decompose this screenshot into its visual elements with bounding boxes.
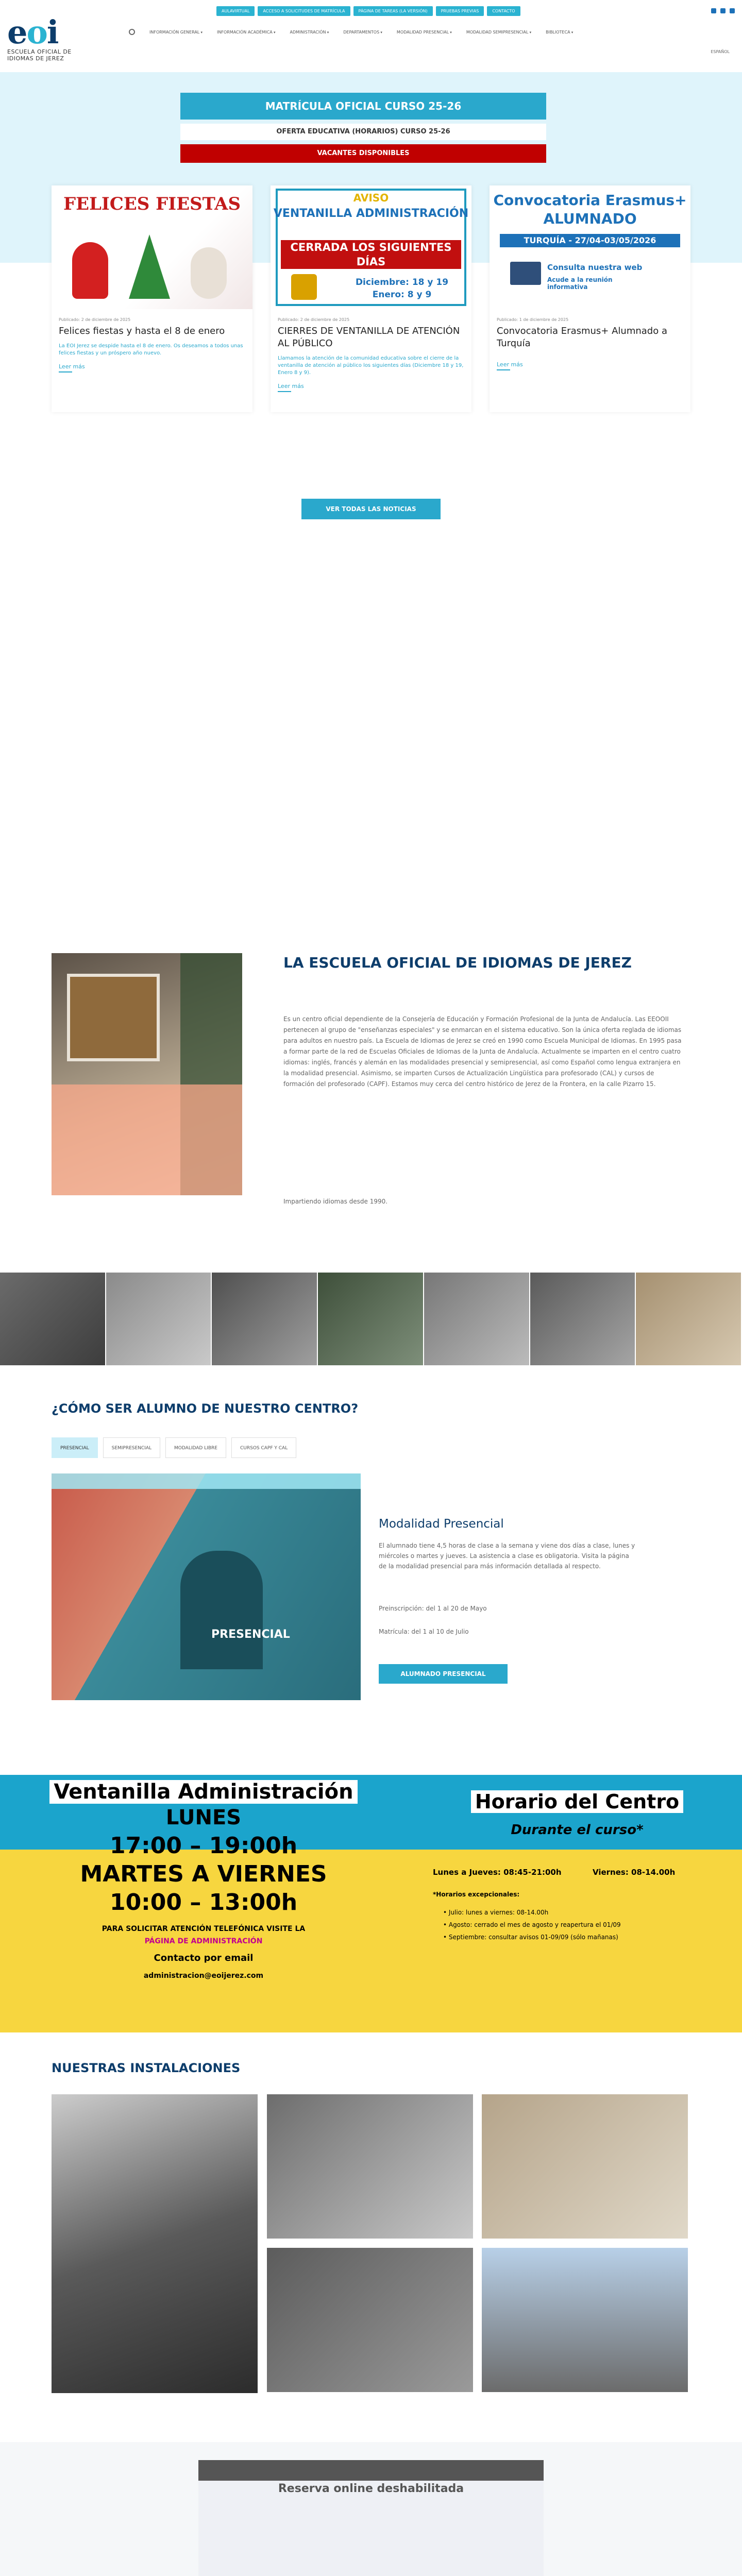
admin-page-link[interactable]: PÁGINA DE ADMINISTRACIÓN (144, 1937, 263, 1945)
news-card[interactable] (490, 185, 690, 412)
strip-photo (424, 1273, 530, 1365)
news-date: Publicado: 1 de diciembre de 2025 (497, 317, 569, 322)
admin-email[interactable]: administracion@eoijerez.com (143, 1972, 264, 1980)
email-icon[interactable] (730, 8, 735, 13)
nav-info-general[interactable]: INFORMACIÓN GENERAL ▾ (149, 30, 203, 35)
nav-administracion[interactable]: ADMINISTRACIÓN ▾ (290, 30, 329, 35)
mv-hours: 10:00 – 13:00h (109, 1889, 298, 1916)
about-image (52, 953, 242, 1195)
exceptional-title: *Horarios excepcionales: (433, 1891, 520, 1898)
strip-photo (318, 1273, 424, 1365)
center-schedule (412, 1775, 742, 2032)
exceptional-september-text: Septiembre: consultar avisos 01-09/09 (sólo mañanas) (448, 1934, 618, 1941)
presencial-button[interactable]: ALUMNADO PRESENCIAL (379, 1664, 508, 1684)
news-date: Publicado: 2 de diciembre de 2025 (278, 317, 350, 322)
news-title[interactable]: Convocatoria Erasmus+ Alumnado a Turquía (497, 326, 667, 349)
logo-mark: eoi (7, 13, 58, 51)
ventanilla-schedule (0, 1775, 407, 2032)
social-icons-top (711, 8, 735, 13)
read-more-link[interactable]: Leer más (52, 357, 252, 379)
news-date: Publicado: 2 de diciembre de 2025 (59, 317, 131, 322)
mon-thu-hours: Lunes a Jueves: 08:45-21:00h (433, 1868, 562, 1877)
nav-semipresencial[interactable]: MODALIDAD SEMIPRESENCIAL ▾ (466, 30, 531, 35)
enroll-tabs (52, 1437, 296, 1458)
exceptional-september: • Septiembre: consultar avisos 01-09/09 (sólo mañanas) (443, 1934, 618, 1941)
news-image-meet: Acude a la reunión informativa (547, 276, 613, 291)
news-card[interactable] (271, 185, 471, 412)
tab-semipresencial[interactable]: SEMIPRESENCIAL (103, 1437, 160, 1458)
read-more-link[interactable]: Leer más (490, 355, 690, 377)
news-excerpt: Llamamos la atención de la comunidad educativa sobre el cierre de la ventanilla de atención al público los siguientes días (Diciembre 18 y 19, Enero 8 y 9). (278, 355, 464, 376)
nav-info-academica[interactable]: INFORMACIÓN ACADÉMICA ▾ (217, 30, 275, 35)
news-title[interactable]: CIERRES DE VENTANILLA DE ATENCIÓN AL PÚBLICO (278, 326, 460, 349)
phone-instruction: PARA SOLICITAR ATENCIÓN TELEFÓNICA VISITE LA (102, 1925, 306, 1933)
site-logo[interactable] (7, 13, 85, 68)
matricula-banner[interactable]: MATRÍCULA OFICIAL CURSO 25-26 (180, 93, 546, 120)
logo-line2: IDIOMAS DE JEREZ (7, 55, 64, 62)
center-title: Horario del Centro (471, 1790, 683, 1813)
news-card[interactable] (52, 185, 252, 412)
about-text: Es un centro oficial dependiente de la Consejería de Educación y Formación Profesional de la Junta de Andalucía. Las EEOOII pertenecen al grupo de "enseñanzas especiales" y se enmarcan en el sistema educativo. Son la única oferta reglada de idiomas para adultos en nuestro país. La Escuela de Idiomas de Jerez se creó en 1990 como Escuela Municipal de Idiomas. En 1995 pasa a formar parte de la red de Escuelas Oficiales de Idiomas de la Junta de Andalucía. Actualmente se imparten en el centro cuatro idiomas: inglés, francés y alemán en las modalidades presencial y semipresencial, así como Español como lengua extranjera en la modalidad presencial. Asimismo, se imparten Cursos de Actualización Lingüística para profesorado (CAL) y cursos de formación del profesorado (CAPF). Estamos muy cerca del centro histórico de Jerez de la Frontera, en la calle Pizarro 15. (283, 1015, 682, 1088)
top-btn-contacto[interactable]: CONTACTO (487, 6, 520, 16)
news-image-dates: Diciembre: 18 y 19 (355, 277, 449, 287)
news-image-red: CERRADA LOS SIGUIENTES DÍAS (281, 240, 461, 269)
news-image-title: FELICES FIESTAS (63, 194, 241, 214)
booking-disabled-text: Reserva online deshabilitada (278, 2482, 464, 2495)
news-image-title: VENTANILLA ADMINISTRACIÓN (273, 207, 469, 220)
all-news-button[interactable]: VER TODAS LAS NOTICIAS (301, 499, 441, 519)
logo-line1: ESCUELA OFICIAL DE (7, 48, 72, 55)
schedule-section (0, 1775, 742, 2032)
news-title[interactable]: Felices fiestas y hasta el 8 de enero (59, 326, 225, 336)
news-image (490, 185, 690, 309)
facility-photo[interactable] (482, 2248, 688, 2392)
facility-photo[interactable] (267, 2248, 473, 2392)
about-tagline: Impartiendo idiomas desde 1990. (283, 1198, 388, 1205)
exceptional-july: • Julio: lunes a viernes: 08-14.00h (443, 1909, 549, 1916)
presencial-subtitle: Modalidad Presencial (379, 1517, 504, 1531)
news-image-title: Convocatoria Erasmus+ (493, 192, 687, 209)
enroll-title: ¿CÓMO SER ALUMNO DE NUESTRO CENTRO? (52, 1401, 359, 1416)
language-selector[interactable]: ESPAÑOL (711, 49, 730, 54)
facilities-title: NUESTRAS INSTALACIONES (52, 2061, 241, 2075)
strip-photo (0, 1273, 106, 1365)
news-excerpt: La EOI Jerez se despide hasta el 8 de enero. Os deseamos a todos unas felices fiestas y un próspero año nuevo. (59, 343, 243, 356)
site-header (0, 0, 742, 72)
nav-presencial[interactable]: MODALIDAD PRESENCIAL ▾ (397, 30, 452, 35)
about-title: LA ESCUELA OFICIAL DE IDIOMAS DE JEREZ (283, 954, 632, 971)
tab-capf-cal[interactable]: CURSOS CAPF Y CAL (231, 1437, 296, 1458)
exceptional-july-text: Julio: lunes a viernes: 08-14.00h (448, 1909, 549, 1916)
oferta-banner[interactable]: OFERTA EDUCATIVA (HORARIOS) CURSO 25-26 (180, 124, 546, 140)
top-btn-tareas[interactable]: PÁGINA DE TAREAS (LA VERSIÓN) (353, 6, 433, 16)
main-nav (129, 29, 573, 35)
facility-photo[interactable] (267, 2094, 473, 2239)
presencial-image (52, 1473, 361, 1700)
exceptional-august: • Agosto: cerrado el mes de agosto y reapertura el 01/09 (443, 1921, 621, 1928)
instagram-icon[interactable] (720, 8, 726, 13)
search-icon[interactable] (129, 29, 135, 35)
vacantes-banner[interactable]: VACANTES DISPONIBLES (180, 144, 546, 163)
top-btn-aulavirtual[interactable]: AULAVIRTUAL (216, 6, 255, 16)
matricula-dates: Matrícula: del 1 al 10 de Julio (379, 1628, 469, 1635)
nav-departamentos[interactable]: DEPARTAMENTOS ▾ (343, 30, 382, 35)
booking-header (198, 2460, 544, 2481)
tab-libre[interactable]: MODALIDAD LIBRE (165, 1437, 226, 1458)
strip-photo (106, 1273, 212, 1365)
facebook-icon[interactable] (711, 8, 716, 13)
email-contact-label: Contacto por email (154, 1953, 254, 1963)
friday-hours: Viernes: 08-14.00h (593, 1868, 676, 1877)
presencial-text: El alumnado tiene 4,5 horas de clase a la semana y viene dos días a clase, lunes y miércoles o martes y jueves. La asistencia a clase es obligatoria. Visita la página de la modalidad presencial para más información detallada al respecto. (379, 1542, 635, 1570)
during-course: Durante el curso* (511, 1822, 644, 1838)
lunes-label: LUNES (165, 1806, 242, 1829)
top-btn-solicitudes[interactable]: ACCESO A SOLICITUDES DE MATRÍCULA (258, 6, 350, 16)
strip-photo (530, 1273, 636, 1365)
news-image (52, 185, 252, 309)
photo-strip (0, 1273, 742, 1365)
tab-presencial[interactable]: PRESENCIAL (52, 1437, 98, 1458)
lunes-hours: 17:00 – 19:00h (109, 1833, 298, 1859)
news-image-web: Consulta nuestra web (547, 263, 643, 272)
strip-photo (636, 1273, 742, 1365)
top-btn-pruebas[interactable]: PRUEBAS PREVIAS (436, 6, 484, 16)
nav-biblioteca[interactable]: BIBLIOTECA ▾ (546, 30, 573, 35)
read-more-link[interactable]: Leer más (271, 377, 471, 398)
presencial-image-label: PRESENCIAL (211, 1628, 290, 1641)
preinscripcion-dates: Preinscripción: del 1 al 20 de Mayo (379, 1605, 487, 1612)
exceptional-august-text: Agosto: cerrado el mes de agosto y reapertura el 01/09 (448, 1921, 621, 1928)
news-image (271, 185, 471, 309)
news-image-dates2: Enero: 8 y 9 (372, 290, 432, 300)
news-image-sub: ALUMNADO (543, 210, 637, 227)
news-image-aviso: AVISO (353, 192, 389, 204)
top-buttons (216, 6, 520, 16)
ventanilla-title: Ventanilla Administración (49, 1780, 357, 1804)
news-image-place: TURQUÍA - 27/04-03/05/2026 (500, 234, 680, 247)
facility-photo[interactable] (52, 2094, 258, 2393)
strip-photo (212, 1273, 318, 1365)
facility-photo[interactable] (482, 2094, 688, 2239)
mv-label: MARTES A VIERNES (80, 1861, 327, 1887)
